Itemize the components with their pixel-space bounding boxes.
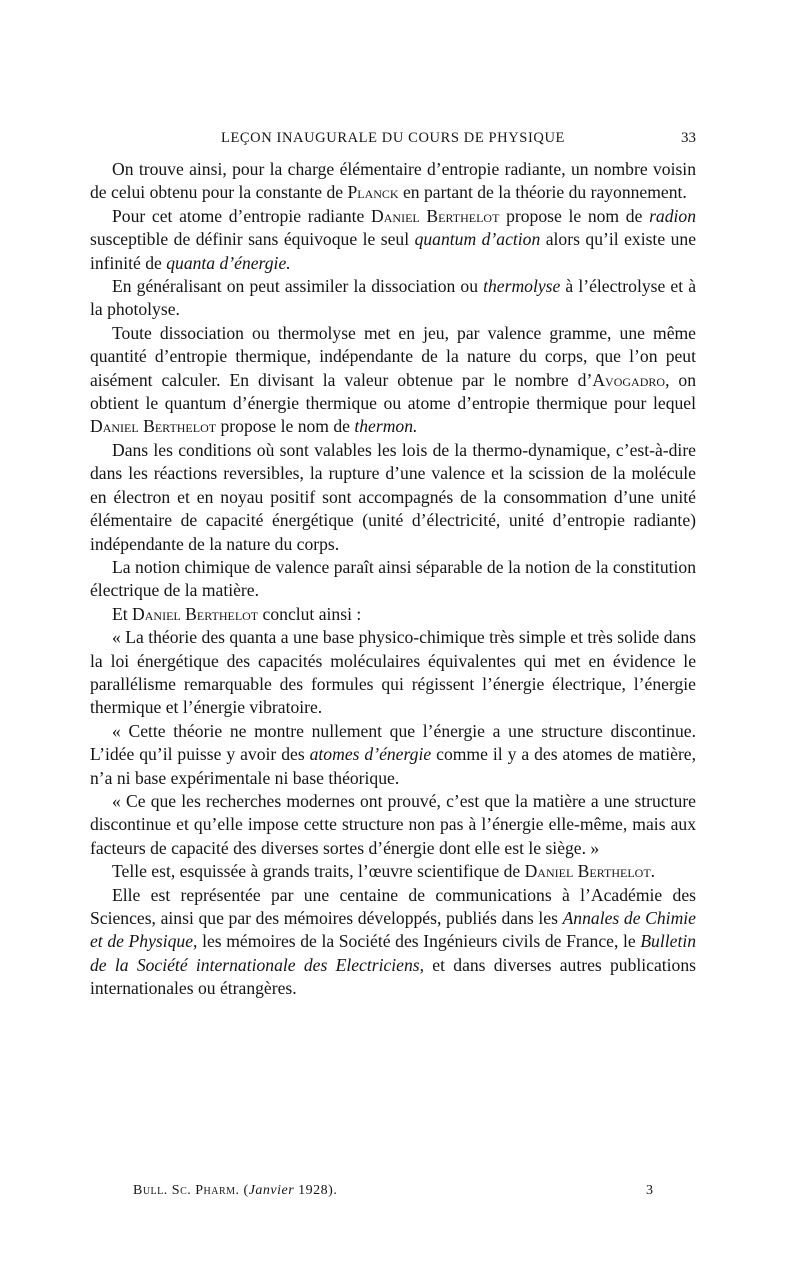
- paragraph: [90, 275, 696, 322]
- text-run: « La théorie des quanta a une base physico-chimique très simple et très solide dans la loi énergétique des capacités moléculaires équivalentes qui met en évidence le parallélisme remarquable des formules qui régissent l’énergie électrique, l’énergie thermique et l’énergie vibratoire.: [90, 627, 696, 718]
- text-run: On trouve ainsi, pour la charge élémentaire d’entropie radiante, un nombre voisin de celui obtenu pour la constante de: [90, 159, 696, 203]
- text-run: susceptible de définir sans équivoque le seul: [90, 229, 415, 250]
- journal-reference: [133, 1183, 337, 1199]
- text-run: Telle est, esquissée à grands traits, l’œuvre scientifique de: [112, 861, 525, 882]
- italic-text: Annales de Chimie et de Physique: [90, 908, 696, 952]
- paragraph: [90, 205, 696, 275]
- italic-text: Bulletin de la Société internationale des Electriciens: [90, 931, 697, 975]
- small-caps-name: Planck: [347, 182, 399, 203]
- paragraph: [90, 158, 696, 205]
- text-run: .: [650, 861, 656, 882]
- text-run: alors qu’il existe une infinité de: [90, 229, 697, 273]
- page-number: 33: [681, 130, 696, 146]
- paragraph: [90, 790, 696, 860]
- text-run: « Ce que les recherches modernes ont prouvé, c’est que la matière a une structure discontinue et qu’elle impose cette structure non pas à l’énergie elle-même, mais aux facteurs de capacité des diverses sortes d’énergie dont elle est le siège. »: [90, 790, 696, 858]
- paragraph: [90, 322, 696, 439]
- text-run: Dans les conditions où sont valables les lois de la thermo-dynamique, c’est-à-dire dans les réactions reversibles, la rupture d’une valence et la scission de la molécule en électron et en noyau positif sont accompagnés de la consommation d’une unité élémentaire de capacité énergétique (unité d’électricité, unité d’entropie radiante) indépendante de la nature du corps.: [90, 439, 696, 554]
- text-run: « Cette théorie ne montre nullement que l’énergie a une structure discontinue. L’idée qu’il puisse y avoir des: [90, 720, 696, 765]
- paragraph: [90, 439, 696, 556]
- italic-text: quanta d’énergie.: [166, 252, 291, 273]
- signature-mark: 3: [646, 1183, 653, 1198]
- journal-month: Janvier: [248, 1183, 295, 1198]
- text-run: en partant de la théorie du rayonnement.: [398, 182, 687, 203]
- italic-text: thermolyse: [483, 276, 561, 297]
- paragraph: [90, 720, 696, 790]
- small-caps-name: Daniel Berthelot: [132, 603, 259, 624]
- running-head: LEÇON INAUGURALE DU COURS DE PHYSIQUE: [220, 130, 566, 146]
- small-caps-name: Avogadro: [592, 369, 666, 390]
- text-run: Et: [112, 603, 133, 624]
- paragraph: [90, 556, 696, 603]
- text-run: En généralisant on peut assimiler la dissociation ou: [112, 276, 484, 297]
- journal-prefix: Bull. Sc. Pharm. (: [133, 1183, 249, 1198]
- paragraph: [90, 860, 696, 883]
- text-run: Toute dissociation ou thermolyse met en jeu, par valence gramme, une même quantité d’entropie thermique, indépendante de la nature du corps, que l’on peut aisément calculer. En divisant la valeur obtenue par le nombre d’: [90, 322, 696, 390]
- text-run: , on obtient le quantum d’énergie thermique ou atome d’entropie thermique pour lequel: [90, 369, 697, 414]
- paragraph: [90, 626, 696, 720]
- paragraph: [90, 884, 696, 1001]
- journal-year: 1928).: [294, 1183, 338, 1198]
- text-run: à l’électrolyse et à la photolyse.: [90, 276, 697, 320]
- small-caps-name: Daniel Berthelot: [371, 205, 500, 226]
- text-run: conclut ainsi :: [258, 603, 362, 624]
- page-header: [90, 130, 696, 154]
- text-run: comme il y a des atomes de matière, n’a ni base expérimentale ni base théorique.: [90, 744, 697, 788]
- page-footer: [133, 1183, 653, 1205]
- text-run: propose le nom de: [216, 416, 355, 437]
- italic-text: thermon.: [354, 416, 418, 437]
- text-run: , les mémoires de la Société des Ingénieurs civils de France, le: [193, 931, 641, 952]
- text-run: propose le nom de: [499, 205, 650, 226]
- text-run: La notion chimique de valence paraît ainsi séparable de la notion de la constitution électrique de la matière.: [90, 556, 696, 601]
- text-run: , et dans diverses autres publications internationales ou étrangères.: [90, 954, 696, 999]
- paragraph: [90, 603, 696, 626]
- italic-text: radion: [649, 205, 696, 226]
- italic-text: quantum d’action: [414, 229, 541, 250]
- text-run: Elle est représentée par une centaine de communications à l’Académie des Sciences, ainsi que par des mémoires développés, publiés dans les: [90, 884, 696, 928]
- body-text: [90, 158, 696, 1001]
- text-run: Pour cet atome d’entropie radiante: [112, 205, 372, 226]
- italic-text: atomes d’énergie: [309, 744, 432, 765]
- small-caps-name: Daniel Berthelot: [90, 416, 217, 437]
- small-caps-name: Daniel Berthelot: [524, 861, 651, 882]
